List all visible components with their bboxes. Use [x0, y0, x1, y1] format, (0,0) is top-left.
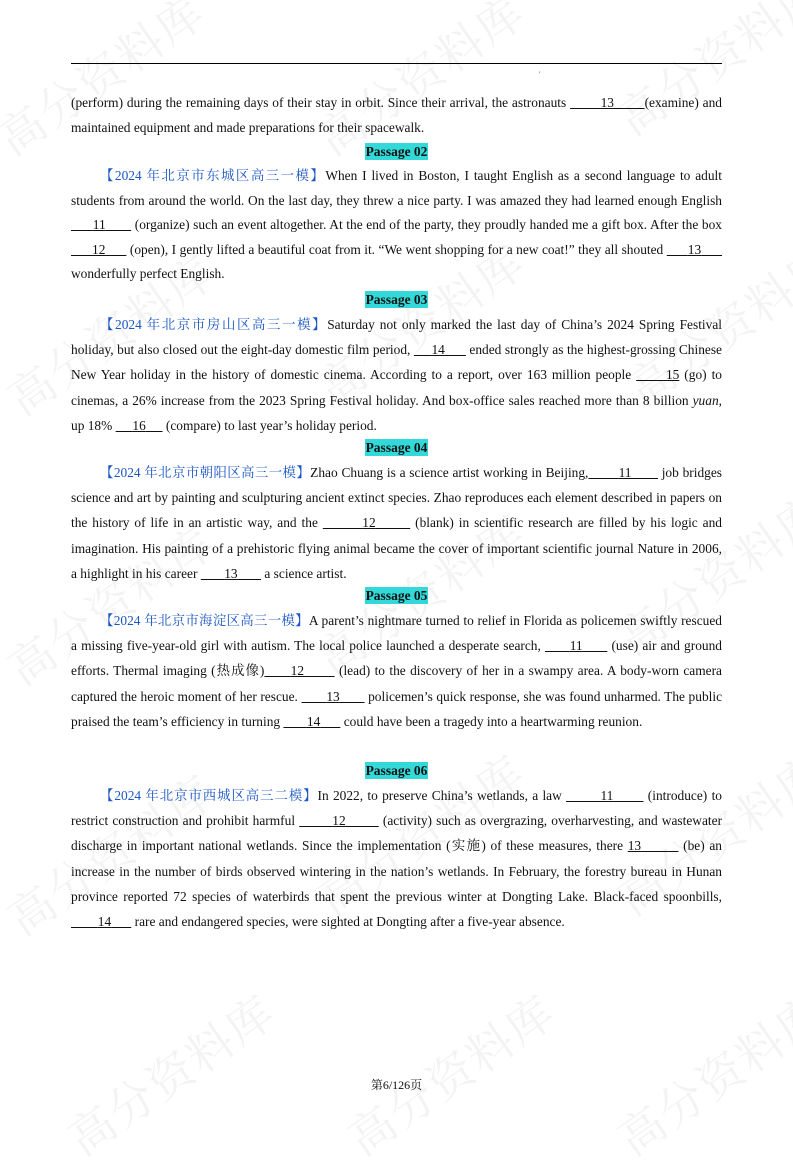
answer-blank[interactable]: 13: [600, 95, 614, 110]
answer-blank[interactable]: 13: [687, 241, 702, 257]
answer-blank[interactable]: 11: [600, 788, 614, 803]
passage-title: Passage 06: [365, 763, 428, 778]
answer-blank[interactable]: 12: [290, 663, 305, 679]
answer-blank[interactable]: 11: [569, 638, 583, 654]
passage-title: Passage 04: [365, 440, 428, 455]
answer-blank[interactable]: 13: [326, 688, 340, 704]
answer-blank[interactable]: 11: [618, 465, 632, 480]
passage-02: 【2024 年北京市东城区高三一模】When I lived in Boston, I taught English as a second language to adult students from around the world. On the last day, they threw a nice party. I was amazed they had learned enough English 11 (organize) such an event altogether. At the end of the party, they proudly handed me a gift box. After the box 12 (open), I gently lifted a beautiful coat from it. “We went shopping for a new coat!” they all shouted 13 wonderfully perfect English.: [71, 168, 722, 282]
watermark: [333, 977, 567, 1169]
source-tag: 【2024 年北京市朝阳区高三一模】: [100, 465, 311, 480]
answer-blank[interactable]: 12: [332, 813, 346, 829]
answer-blank[interactable]: 12: [92, 241, 106, 257]
passage-title: Passage 03: [365, 292, 428, 307]
text: (examine) and maintained equipment and made preparations for their spacewalk.: [71, 95, 722, 135]
watermark: [603, 977, 793, 1169]
answer-blank[interactable]: 14: [431, 342, 445, 358]
source-tag: 【2024 年北京市海淀区高三一模】: [100, 613, 309, 628]
passage-03: 【2024 年北京市房山区高三一模】Saturday not only marked the last day of China’s 2024 Spring Festival holiday, but also closed out the eight-day domestic film period, 14 ended strongly as the highest-grossing Chinese New Year holiday in the history of domestic cinema. According to a report, over 163 million people 15 (go) to cinemas, a 26% increase from the 2023 Spring Festival holiday. And box-office sales reached more than 8 billion yuan, up 18% 16 (compare) to last year’s holiday period.: [71, 317, 722, 433]
answer-blank[interactable]: 13: [627, 838, 642, 854]
answer-blank[interactable]: 14: [306, 713, 321, 729]
answer-blank[interactable]: 11: [92, 217, 106, 233]
source-tag: 【2024 年北京市东城区高三一模】: [100, 168, 326, 183]
header-rule: [71, 63, 722, 64]
passage-title: Passage 02: [365, 144, 428, 159]
answer-blank[interactable]: 12: [362, 515, 376, 531]
passage-fragment: [71, 91, 722, 140]
page-footer: 第6/126页: [370, 1078, 423, 1092]
header-mark: ': [539, 70, 541, 79]
passage-title: Passage 05: [365, 588, 428, 603]
answer-blank[interactable]: 15: [665, 367, 680, 383]
answer-blank[interactable]: 13: [224, 565, 238, 581]
watermark: [53, 977, 287, 1169]
text: (perform) during the remaining days of their stay in orbit. Since their arrival, the astronauts: [71, 95, 571, 110]
source-tag: 【2024 年北京市西城区高三二模】: [100, 788, 318, 803]
passage-05: 【2024 年北京市海淀区高三一模】A parent’s nightmare turned to relief in Florida as policemen swiftly rescued a missing five-year-old girl with autism. The local police launched a desperate search, 11 (use) air and ground efforts. Thermal imaging (热成像) 12 (lead) to the discovery of her in a swampy area. A body-worn camera captured the heroic moment of her rescue. 13 policemen’s quick response, she was found unharmed. The public praised the team’s efficiency in turning 14 could have been a tragedy into a heartwarming reunion.: [71, 613, 723, 729]
answer-blank[interactable]: 14: [97, 914, 112, 930]
answer-blank[interactable]: 16: [132, 417, 146, 433]
source-tag: 【2024 年北京市房山区高三一模】: [100, 317, 328, 332]
passage-06: 【2024 年北京市西城区高三二模】In 2022, to preserve China’s wetlands, a law 11 (introduce) to restrict construction and prohibit harmful 12 (activity) such as overgrazing, overharvesting, and wastewater discharge in important national wetlands. Since the implementation (实施) of these measures, there 13 (be) an increase in the number of birds observed wintering in the nation’s wetlands. In February, the forestry bureau in Hunan province reported 72 species of waterbirds that spent the previous winter at Dongting Lake. Black-faced spoonbills, 14 rare and endangered species, were sighted at Dongting after a five-year absence.: [71, 788, 723, 930]
passage-04: 【2024 年北京市朝阳区高三一模】Zhao Chuang is a science artist working in Beijing, 11 job bridges science and art by painting and sculpturing ancient extinct species. Zhao reproduces each element described in papers on the history of life in an artistic way, and the 12 (blank) in scientific research are filled by his logic and imagination. His painting of a prehistoric flying animal became the cover of important scientific journal Nature in 2006, a highlight in his career 13 a science artist.: [71, 465, 723, 581]
